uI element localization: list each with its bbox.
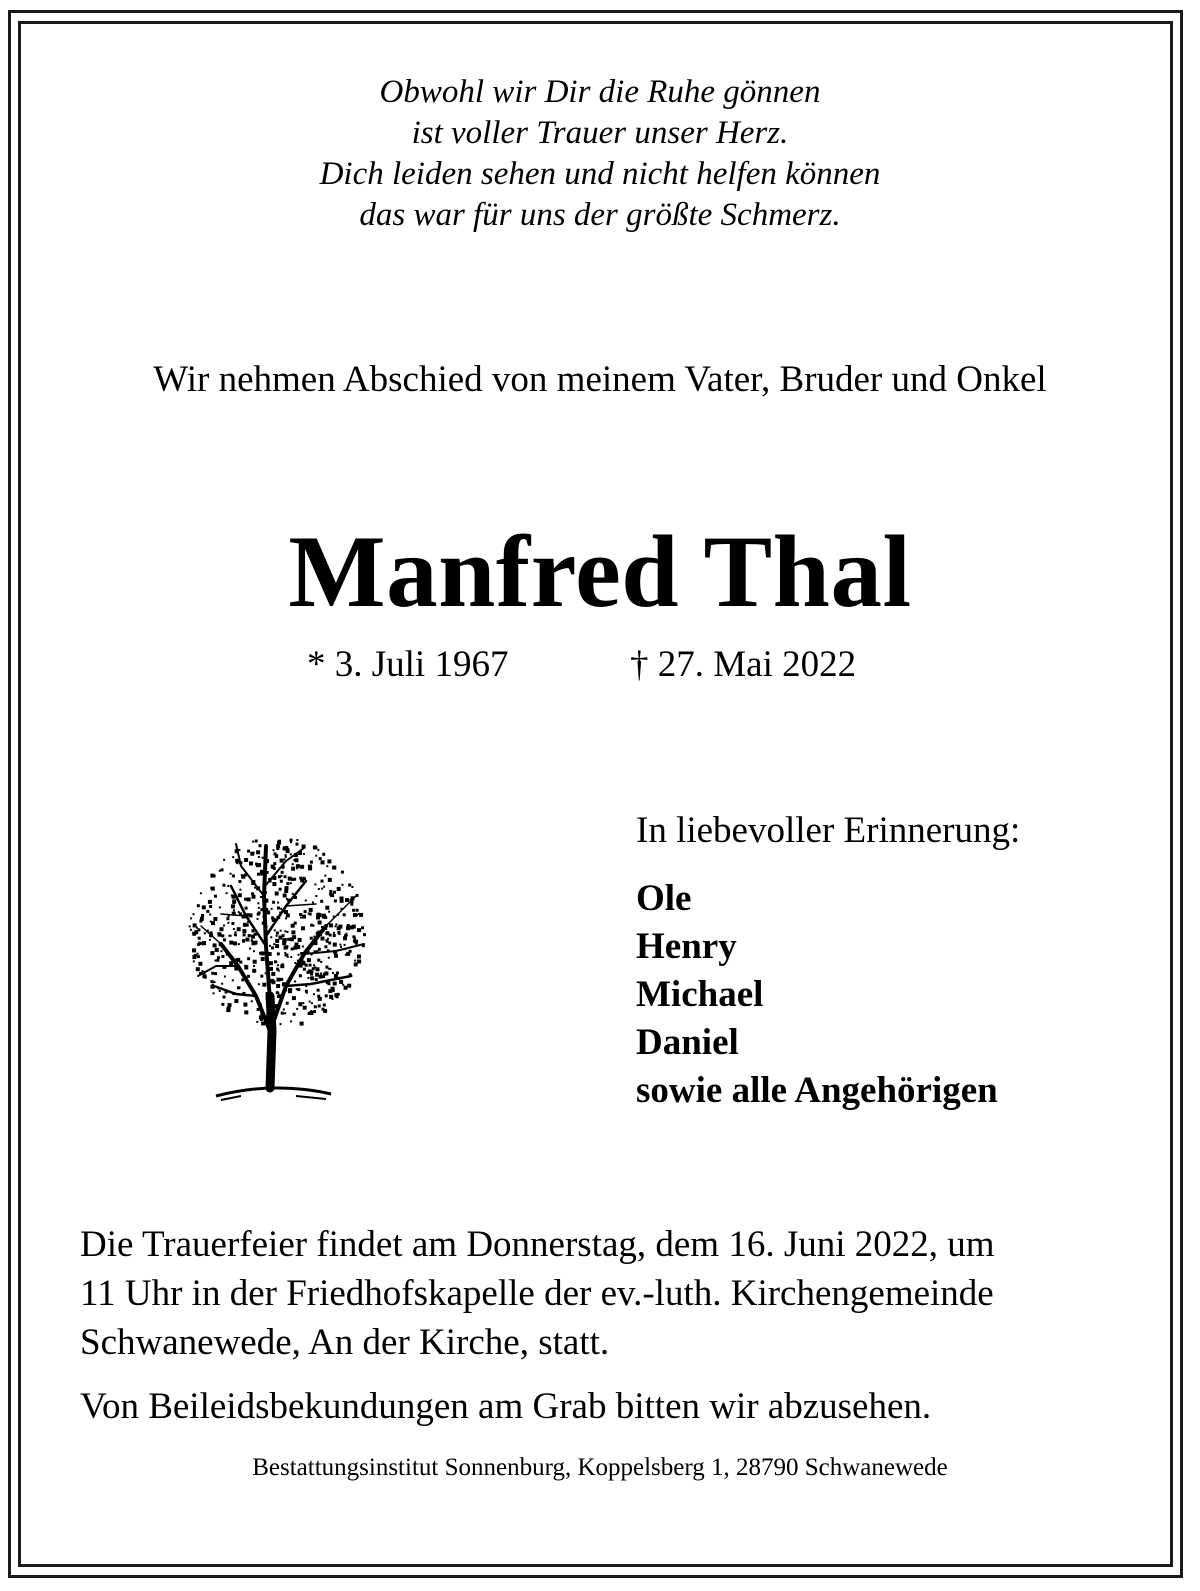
memory-heading: In liebevoller Erinnerung: xyxy=(636,810,1021,851)
poem-line: ist voller Trauer unser Herz. xyxy=(411,115,789,151)
service-line: Die Trauerfeier findet am Donnerstag, dem 16. Juni 2022, um xyxy=(80,1224,995,1265)
mourner-name: sowie alle Angehörigen xyxy=(636,1070,998,1111)
service-line: 11 Uhr in der Friedhofskapelle der ev.-luth. Kirchengemeinde xyxy=(80,1273,994,1314)
mourner-name: Daniel xyxy=(636,1022,739,1063)
condolence-note: Von Beileidsbekundungen am Grab bitten wir abzusehen. xyxy=(80,1386,932,1427)
deceased-name: Manfred Thal xyxy=(288,515,912,629)
tree-icon xyxy=(186,826,386,1116)
mourner-name: Henry xyxy=(636,926,737,967)
birth-date: * 3. Juli 1967 xyxy=(307,644,509,685)
poem-line: das war für uns der größte Schmerz. xyxy=(359,197,841,233)
mourner-name: Ole xyxy=(636,878,692,919)
funeral-home-footer: Bestattungsinstitut Sonnenburg, Koppelsberg 1, 28790 Schwanewede xyxy=(252,1454,948,1481)
service-info xyxy=(80,1220,1140,1367)
mourner-list xyxy=(636,875,998,1115)
mourner-name: Michael xyxy=(636,974,764,1015)
poem xyxy=(0,72,1200,236)
poem-line: Dich leiden sehen und nicht helfen können xyxy=(319,156,881,192)
death-date: † 27. Mai 2022 xyxy=(630,644,857,685)
farewell-intro: Wir nehmen Abschied von meinem Vater, Bruder und Onkel xyxy=(153,359,1047,400)
poem-line: Obwohl wir Dir die Ruhe gönnen xyxy=(379,74,821,110)
service-line: Schwanewede, An der Kirche, statt. xyxy=(80,1322,610,1363)
